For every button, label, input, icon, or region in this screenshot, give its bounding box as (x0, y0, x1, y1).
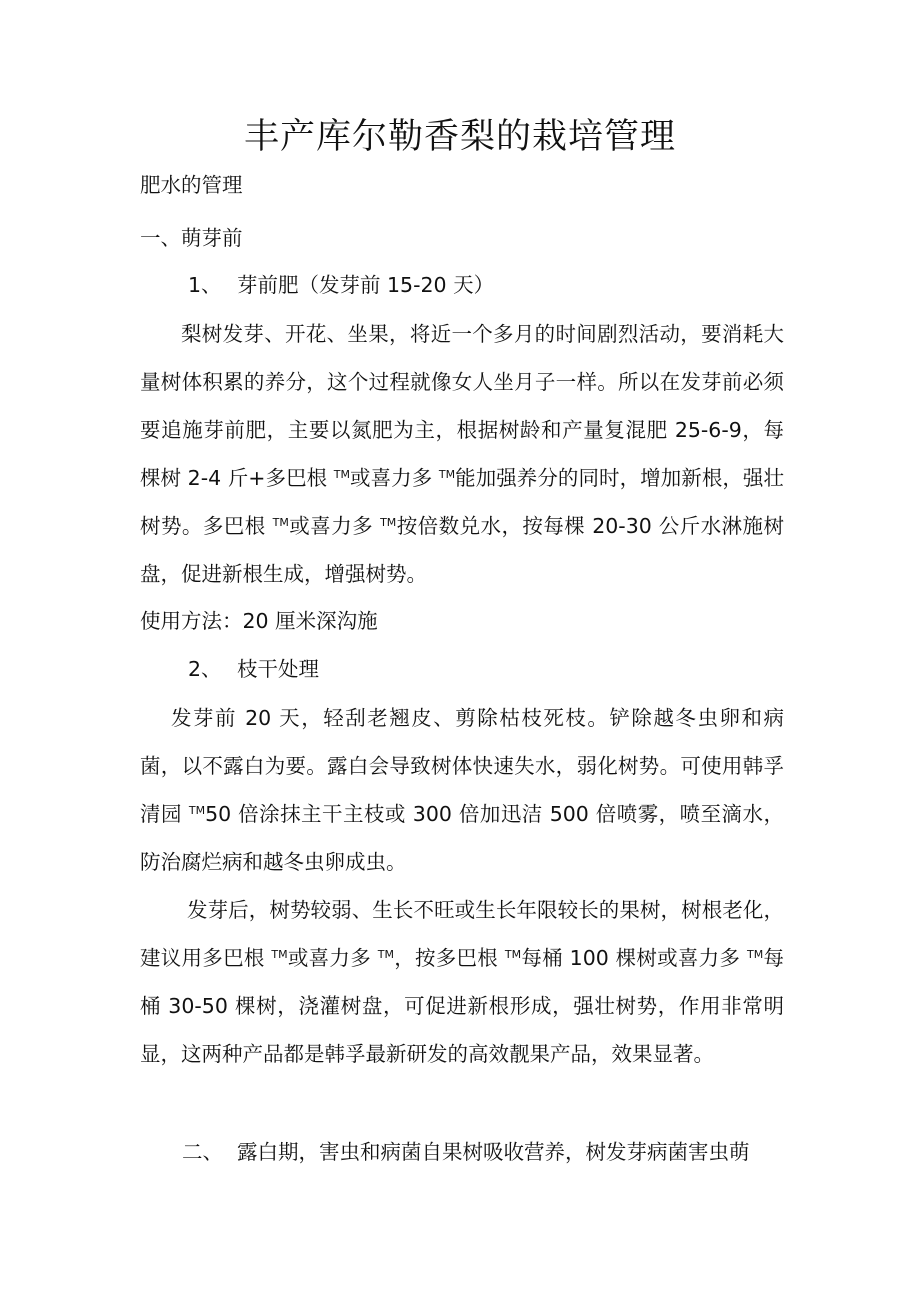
item-1-title: 芽前肥（发芽前 15-20 天） (237, 273, 495, 297)
trademark-mark: TM (504, 948, 522, 961)
paragraph-1-text-d: 或喜力多 (288, 514, 381, 538)
trademark-mark: TM (380, 516, 397, 529)
heading-two-text: 露白期，害虫和病菌自果树吸收营养，树发芽病菌害虫萌 (237, 1140, 750, 1164)
paragraph-3-text-b: 或喜力多 (287, 946, 378, 970)
trademark-mark: TM (188, 804, 206, 817)
heading-two-number: 二、 (182, 1140, 223, 1164)
paragraph-3-text-e: 每桶 30-50 棵树，浇灌树盘，可促进新根形成，强壮树势，作用非常明显，这两种产品都是韩孚最新研发的高效靓果产品，效果显著。 (140, 946, 784, 1066)
trademark-mark: TM (333, 468, 350, 481)
paragraph-1-text-b: 或喜力多 (350, 466, 439, 490)
trademark-mark: TM (377, 948, 394, 961)
item-2-number: 2、 (188, 657, 222, 681)
paragraph-2-text-a: 发芽前 20 天，轻刮老翘皮、剪除枯枝死枝。铲除越冬虫卵和病菌，以不露白为要。露白会导致树体快速失水，弱化树势。可使用韩孚清园 (140, 706, 784, 826)
trademark-mark: TM (747, 948, 764, 961)
trademark-mark: TM (271, 948, 288, 961)
section-fertilizer-heading: 肥水的管理 (140, 173, 243, 197)
paragraph-1-text-a: 梨树发芽、开花、坐果，将近一个多月的时间剧烈活动，要消耗大量树体积累的养分，这个过程就像女人坐月子一样。所以在发芽前必须要追施芽前肥，主要以氮肥为主，根据树龄和产量复混肥 25-6-9，每棵树 2-4 斤+多巴根 (140, 322, 784, 490)
item-2-title: 枝干处理 (237, 657, 319, 681)
paragraph-3-text-d: 每桶 100 棵树或喜力多 (521, 946, 747, 970)
paragraph-2-text-b: 50 倍涂抹主干主枝或 300 倍加迅洁 500 倍喷雾，喷至滴水，防治腐烂病和越冬虫卵成虫。 (140, 802, 784, 874)
item-1-number: 1、 (188, 273, 222, 297)
paragraph-3-text-a: 发芽后，树势较弱、生长不旺或生长年限较长的果树，树根老化，建议用多巴根 (140, 898, 784, 970)
trademark-mark: TM (272, 516, 289, 529)
paragraph-3 (140, 886, 784, 1078)
paragraph-1-text-c: 能加强养分的同时，增加新根，强壮树势。多巴根 (140, 466, 784, 538)
paragraph-2 (140, 694, 784, 886)
trademark-mark: TM (438, 468, 456, 481)
paragraph-1 (140, 310, 784, 598)
paragraph-1-text-e: 按倍数兑水，按每棵 20-30 公斤水淋施树盘，促进新根生成，增强树势。 (140, 514, 784, 586)
paragraph-3-text-c: ，按多巴根 (393, 946, 505, 970)
document-title: 丰产库尔勒香梨的栽培管理 (243, 117, 676, 157)
heading-one: 一、萌芽前 (140, 226, 243, 250)
usage-method: 使用方法：20 厘米深沟施 (140, 609, 378, 633)
